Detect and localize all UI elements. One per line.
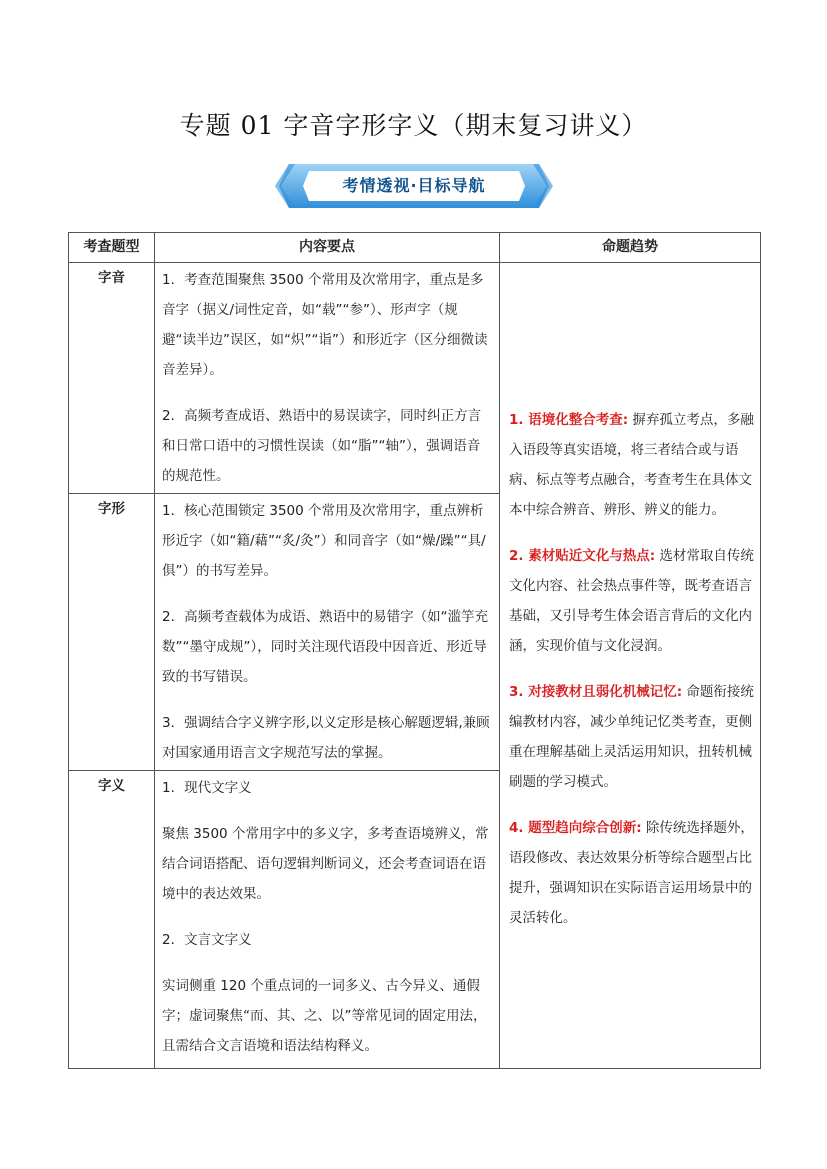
table-header-row	[69, 233, 761, 263]
points-cell	[155, 771, 500, 1069]
trend-text: 选材常取自传统文化内容、社会热点事件等，既考查语言基础，又引导考生体会语言背后的文化内涵，实现价值与文化浸润。	[509, 548, 754, 654]
category-meaning: 字义	[69, 771, 155, 1069]
point-text: 实词侧重 120 个重点词的一词多义、古今异义、通假字；虚词聚焦“而、其、之、以”等常见词的固定用法，且需结合文言语境和语法结构释义。	[162, 978, 487, 1054]
banner-label: 考情透视·目标导航	[342, 176, 486, 195]
point-text: 2．文言文字义	[162, 932, 252, 948]
page-title: 专题 01 字音字形字义（期末复习讲义）	[179, 111, 648, 140]
header-points: 内容要点	[155, 233, 500, 263]
point-text: 2．高频考查成语、熟语中的易误读字，同时纠正方言和日常口语中的习惯性误读（如“脂”“轴”），强调语音的规范性。	[162, 408, 482, 484]
trend-item	[509, 405, 754, 525]
trend-text: 除传统选择题外，语段修改、表达效果分析等综合题型占比提升，强调知识在实际语言运用场景中的灵活转化。	[509, 820, 754, 926]
exam-table	[68, 232, 761, 1069]
category-pronunciation: 字音	[69, 263, 155, 494]
header-trends: 命题趋势	[500, 233, 761, 263]
trend-label: 2. 素材贴近文化与热点:	[509, 548, 656, 564]
point-text: 2．高频考查载体为成语、熟语中的易错字（如“滥竽充数”“墨守成规”），同时关注现代语段中因音近、形近导致的书写错误。	[162, 609, 489, 685]
trends-cell	[500, 263, 761, 1069]
trend-item	[509, 677, 754, 797]
trend-label: 1. 语境化整合考查:	[509, 412, 629, 428]
category-form: 字形	[69, 494, 155, 771]
point-text: 1．现代文字义	[162, 780, 252, 796]
trend-label: 4. 题型趋向综合创新:	[509, 820, 642, 836]
points-cell	[155, 263, 500, 494]
trend-item	[509, 541, 754, 661]
trend-text: 命题衔接统编教材内容，减少单纯记忆类考查，更侧重在理解基础上灵活运用知识，扭转机械刷题的学习模式。	[509, 684, 754, 790]
point-text: 聚焦 3500 个常用字中的多义字，多考查语境辨义，常结合词语搭配、语句逻辑判断词义，还会考查词语在语境中的表达效果。	[162, 826, 489, 902]
trend-item	[509, 813, 754, 933]
point-text: 1．考查范围聚焦 3500 个常用及次常用字，重点是多音字（据义/词性定音，如“载”“参”）、形声字（规避“读半边”误区，如“炽”“诣”）和形近字（区分细微读音差异）。	[162, 272, 488, 378]
table-row	[69, 263, 761, 494]
header-type: 考查题型	[69, 233, 155, 263]
point-text: 1．核心范围锁定 3500 个常用及次常用字，重点辨析形近字（如“籍/藉”“炙/灸”）和同音字（如“燥/躁”“具/俱”）的书写差异。	[162, 503, 486, 579]
trend-label: 3. 对接教材且弱化机械记忆:	[509, 684, 683, 700]
trend-text: 摒弃孤立考点，多融入语段等真实语境，将三者结合或与语病、标点等考点融合，考查考生在具体文本中综合辨音、辨形、辨义的能力。	[509, 412, 754, 518]
points-cell	[155, 494, 500, 771]
point-text: 3．强调结合字义辨字形,以义定形是核心解题逻辑,兼顾对国家通用语言文字规范写法的掌握。	[162, 715, 490, 761]
